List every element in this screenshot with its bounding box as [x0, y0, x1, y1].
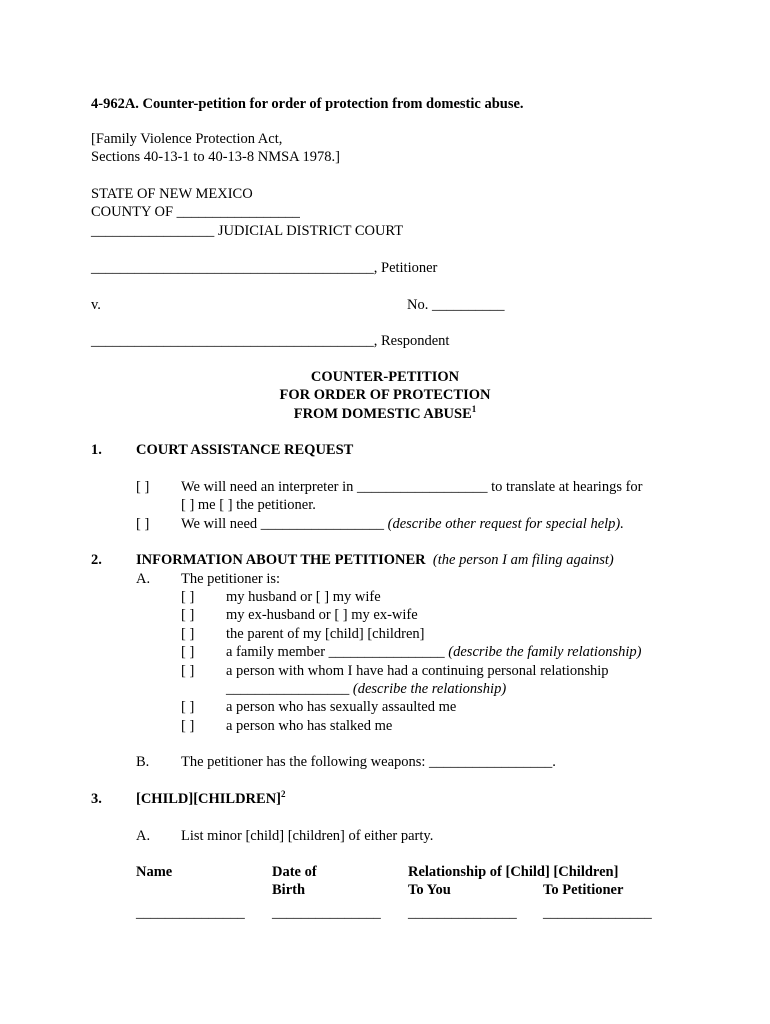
case-number-line[interactable]: No. __________ [407, 297, 505, 313]
section3-a-label: A. [136, 828, 151, 844]
relation-checkbox-parent[interactable]: [ ] [181, 626, 195, 642]
section1-number: 1. [91, 442, 102, 458]
doc-title-line3: FROM DOMESTIC ABUSE$^1$ [293, 404, 477, 422]
col-header-name: Name [136, 864, 173, 880]
section2-a-label: A. [136, 571, 151, 587]
relation-parent[interactable]: the parent of my [child] [children] [226, 626, 425, 642]
family-relationship-note: (describe the family relationship) [448, 644, 642, 660]
relation-checkbox-stalked[interactable]: [ ] [181, 718, 195, 734]
section3-heading: [CHILD][CHILDREN]$^2$ [136, 789, 286, 807]
section3-number: 3. [91, 791, 102, 807]
relation-sexual-assault[interactable]: a person who has sexually assaulted me [226, 699, 457, 715]
state-line: STATE OF NEW MEXICO [91, 186, 253, 202]
relation-family-member[interactable]: a family member ________________ (describe the family relationship) [226, 644, 642, 660]
interpreter-for-options[interactable]: [ ] me [ ] the petitioner. [181, 497, 316, 513]
col-header-to-petitioner: To Petitioner [543, 882, 624, 898]
section2-heading-line [136, 551, 614, 569]
personal-relationship-note: (describe the relationship) [352, 681, 507, 697]
col-header-dob-line2: Birth [272, 882, 306, 898]
relation-ex-husband-ex-wife[interactable]: my ex-husband or [ ] my ex-wife [226, 607, 418, 623]
footnote-marker-2: 2 [281, 789, 286, 800]
special-help-note: (describe other request for special help). [387, 516, 624, 532]
footnote-marker: 1 [471, 404, 477, 415]
col-header-dob-line1: Date of [272, 864, 317, 880]
special-help-checkbox[interactable]: [ ] [136, 516, 150, 532]
relation-husband-wife[interactable]: my husband or [ ] my wife [226, 589, 381, 605]
weapons-line[interactable]: The petitioner has the following weapons: _________________. [181, 754, 556, 770]
special-help-line[interactable]: We will need _________________ (describe other request for special help). [181, 516, 624, 532]
relation-stalked[interactable]: a person who has stalked me [226, 718, 393, 734]
col-header-to-you: To You [408, 882, 451, 898]
child-name-blank[interactable]: _______________ [136, 905, 245, 921]
respondent-line[interactable]: _______________________________________, Respondent [91, 333, 450, 349]
district-court-line[interactable]: _________________ JUDICIAL DISTRICT COURT [91, 223, 404, 239]
section2-heading: INFORMATION ABOUT THE PETITIONER [136, 552, 426, 568]
county-line[interactable]: COUNTY OF _________________ [91, 204, 300, 220]
section3-a-text: List minor [child] [children] of either party. [181, 828, 434, 844]
doc-title-line2: FOR ORDER OF PROTECTION [279, 387, 491, 403]
child-rel-petitioner-blank[interactable]: _______________ [543, 905, 652, 921]
act-citation-line2: Sections 40-13-1 to 40-13-8 NMSA 1978.] [91, 149, 340, 165]
relation-checkbox-assault[interactable]: [ ] [181, 699, 195, 715]
child-rel-you-blank[interactable]: _______________ [408, 905, 517, 921]
interpreter-text[interactable]: We will need an interpreter in __________________ to translate at hearings for [181, 479, 643, 495]
section2-number: 2. [91, 552, 102, 568]
section2-heading-note: (the person I am filing against) [432, 552, 614, 568]
interpreter-checkbox[interactable]: [ ] [136, 479, 150, 495]
col-header-relationship: Relationship of [Child] [Children] [408, 864, 619, 880]
form-title: 4-962A. Counter-petition for order of protection from domestic abuse. [91, 96, 524, 112]
relation-personal[interactable]: a person with whom I have had a continuing personal relationship [226, 663, 609, 679]
versus-label: v. [91, 297, 101, 313]
relation-personal-describe[interactable]: _________________ (describe the relationship) [226, 681, 507, 697]
petitioner-line[interactable]: _______________________________________, Petitioner [91, 260, 438, 276]
act-citation-line1: [Family Violence Protection Act, [91, 131, 283, 147]
section2-a-text: The petitioner is: [181, 571, 281, 587]
relation-checkbox-personal[interactable]: [ ] [181, 663, 195, 679]
relation-checkbox-ex-husband[interactable]: [ ] [181, 607, 195, 623]
section1-heading: COURT ASSISTANCE REQUEST [136, 442, 354, 458]
child-dob-blank[interactable]: _______________ [272, 905, 381, 921]
relation-checkbox-family[interactable]: [ ] [181, 644, 195, 660]
section2-b-label: B. [136, 754, 150, 770]
doc-title-line1: COUNTER-PETITION [310, 369, 460, 385]
relation-checkbox-husband[interactable]: [ ] [181, 589, 195, 605]
